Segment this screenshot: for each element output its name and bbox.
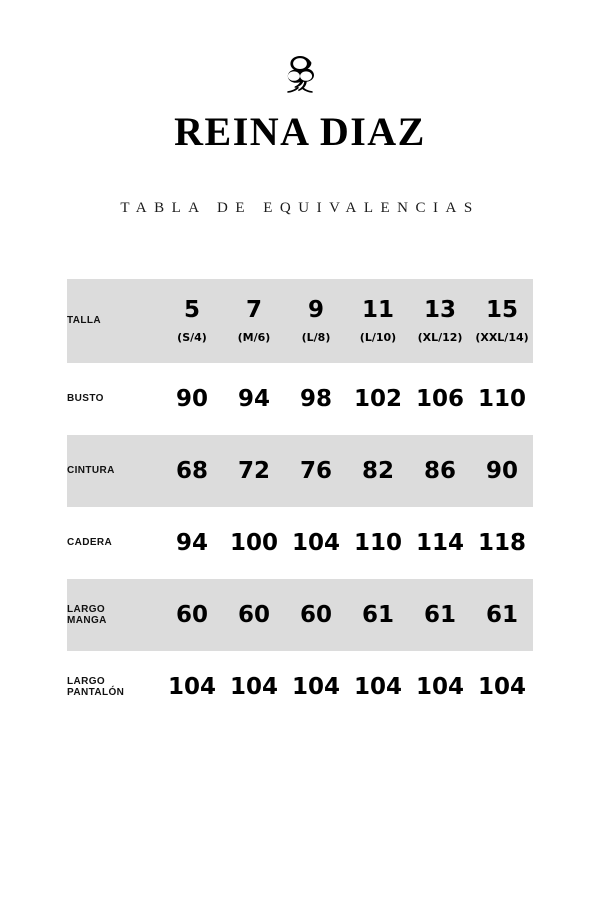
- row-label-line1: LARGO: [67, 603, 106, 615]
- row-value: 104: [471, 651, 533, 723]
- header-size-alt: (L/10): [359, 331, 397, 344]
- table-row: [67, 507, 533, 579]
- row-label: [67, 651, 161, 723]
- table-row: [67, 363, 533, 435]
- header-size-alt: (XL/12): [417, 331, 463, 344]
- header-size-value: 13: [423, 297, 456, 323]
- row-value: 68: [161, 435, 223, 507]
- row-value: 72: [223, 435, 285, 507]
- row-value: 82: [347, 435, 409, 507]
- header-size-cell: [347, 279, 409, 363]
- table-row: [67, 651, 533, 723]
- row-label-line2: MANGA: [67, 615, 107, 626]
- document-subtitle: TABLA DE EQUIVALENCIAS: [120, 200, 480, 216]
- row-value: 94: [161, 507, 223, 579]
- equivalence-table: [67, 279, 533, 723]
- header-size-alt: (S/4): [177, 331, 207, 344]
- row-value: 60: [161, 579, 223, 651]
- header-size-cell: [161, 279, 223, 363]
- row-label-line1: CADERA: [67, 537, 113, 549]
- row-value: 104: [161, 651, 223, 723]
- header-size-value: 9: [307, 297, 324, 323]
- row-label: [67, 435, 161, 507]
- row-value: 106: [409, 363, 471, 435]
- row-label: [67, 579, 161, 651]
- row-value: 60: [285, 579, 347, 651]
- row-label-line1: BUSTO: [67, 393, 104, 405]
- table-row: [67, 579, 533, 651]
- row-value: 100: [223, 507, 285, 579]
- row-label-line2: PANTALÓN: [67, 687, 125, 698]
- header-size-cell: [409, 279, 471, 363]
- row-value: 90: [161, 363, 223, 435]
- row-value: 110: [347, 507, 409, 579]
- clover-ribbon-logo-icon: [272, 52, 328, 104]
- header-size-alt: (M/6): [237, 331, 271, 344]
- row-value: 102: [347, 363, 409, 435]
- row-label: [67, 507, 161, 579]
- header-label-talla: TALLA: [67, 279, 161, 363]
- row-value: 86: [409, 435, 471, 507]
- row-label-line1: LARGO: [67, 675, 106, 687]
- size-table-wrapper: [67, 279, 533, 723]
- row-value: 61: [347, 579, 409, 651]
- header-size-value: 5: [183, 297, 200, 323]
- header-size-cell: [223, 279, 285, 363]
- header-size-alt: (L/8): [301, 331, 331, 344]
- row-value: 118: [471, 507, 533, 579]
- row-value: 61: [409, 579, 471, 651]
- row-value: 60: [223, 579, 285, 651]
- header-size-value: 11: [361, 297, 394, 323]
- table-row: [67, 435, 533, 507]
- row-value: 104: [285, 507, 347, 579]
- row-value: 104: [347, 651, 409, 723]
- row-value: 104: [285, 651, 347, 723]
- header-size-cell: [285, 279, 347, 363]
- header-size-value: 15: [485, 297, 518, 323]
- table-header-row: [67, 279, 533, 363]
- row-value: 90: [471, 435, 533, 507]
- row-label: [67, 363, 161, 435]
- row-value: 98: [285, 363, 347, 435]
- row-value: 61: [471, 579, 533, 651]
- header-size-cell: [471, 279, 533, 363]
- row-value: 104: [223, 651, 285, 723]
- row-value: 76: [285, 435, 347, 507]
- row-value: 104: [409, 651, 471, 723]
- header-size-alt: (XXL/14): [475, 331, 529, 344]
- row-value: 94: [223, 363, 285, 435]
- row-value: 114: [409, 507, 471, 579]
- row-value: 110: [471, 363, 533, 435]
- row-label-line1: CINTURA: [67, 465, 115, 477]
- header-size-value: 7: [245, 297, 262, 323]
- brand-name: REINA DIAZ: [174, 109, 426, 154]
- brand-header: [0, 0, 600, 152]
